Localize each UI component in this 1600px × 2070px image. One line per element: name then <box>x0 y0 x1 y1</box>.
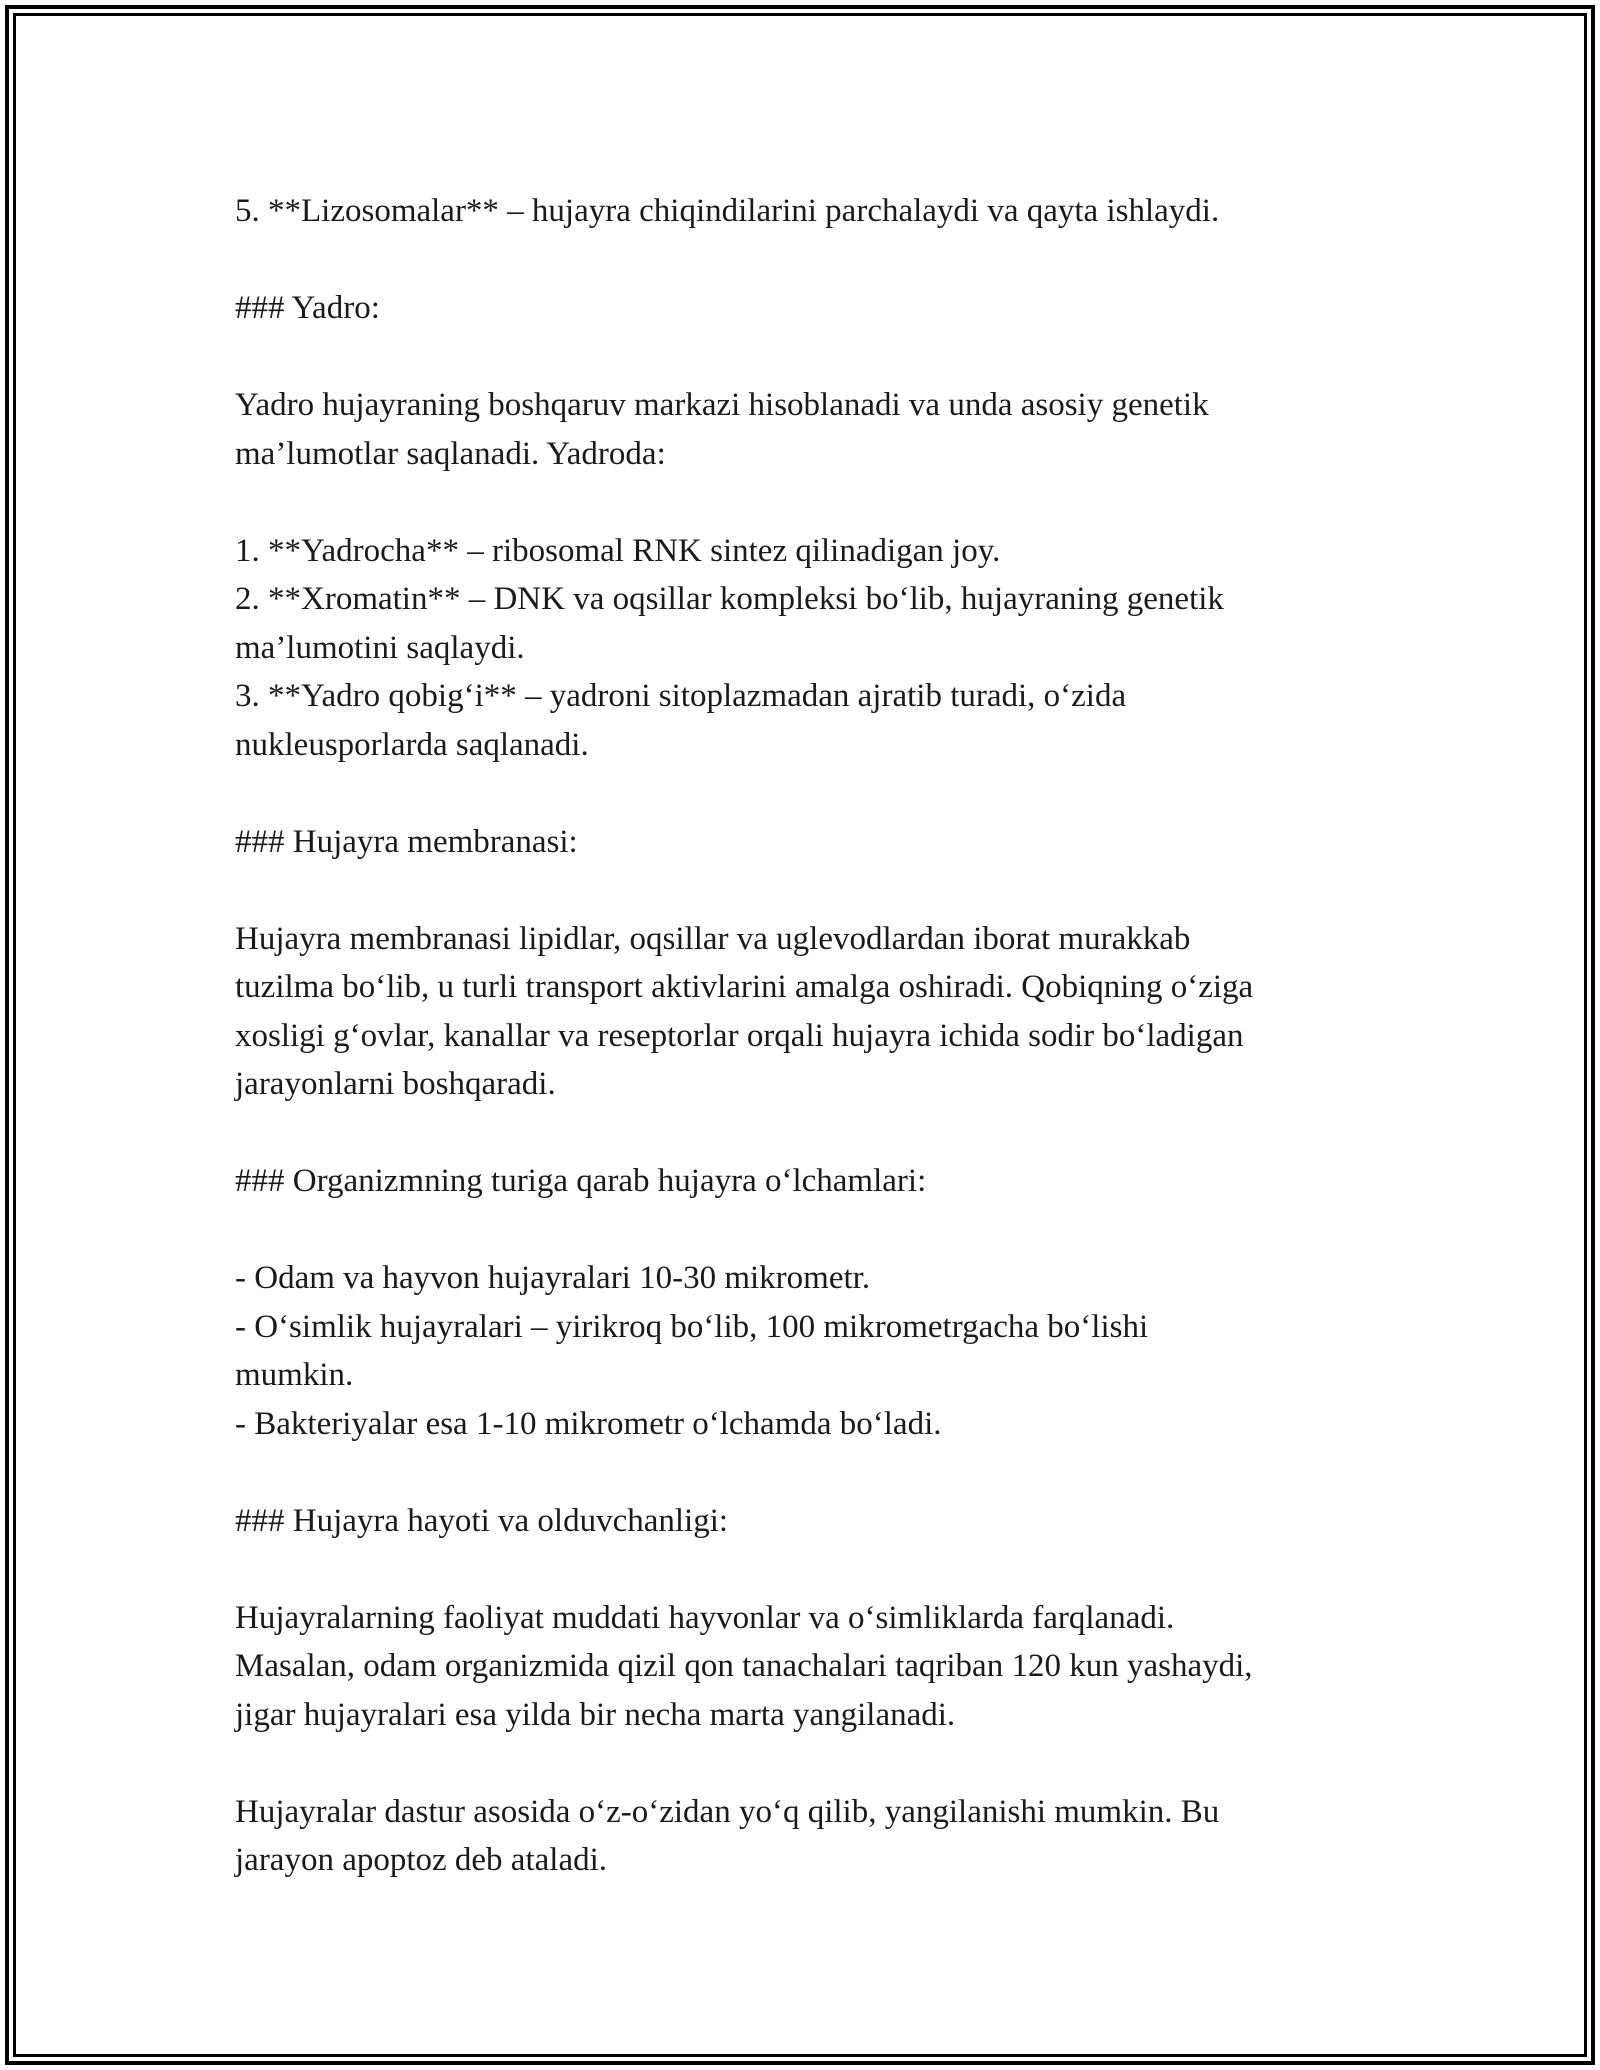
membrane-heading: ### Hujayra membranasi: <box>235 823 578 860</box>
membrane-paragraph: Hujayra membranasi lipidlar, oqsillar va uglevodlardan iborat murakkab tuzilma bo‘lib, u turli transport aktivlarini amalga oshiradi. Qobiqning o‘ziga xosligi g‘ovlar, kanallar va reseptorlar orqali hujayra ichida sodir bo‘ladigan jarayonlarni boshqaradi. <box>235 920 1254 1102</box>
cell-size-list: - Odam va hayvon hujayralari 10-30 mikrometr. - O‘simlik hujayralari – yirikroq bo‘lib, 100 mikrometrgacha bo‘lishi mumkin. - Bakteriyalar esa 1-10 mikrometr o‘lchamda bo‘ladi. <box>235 1260 1149 1442</box>
nucleus-heading: ### Yadro: <box>235 290 380 326</box>
document-body <box>235 187 1385 1885</box>
lysosome-item: 5. **Lizosomalar** – hujayra chiqindilarini parchalaydi va qayta ishlaydi. <box>235 193 1220 229</box>
nucleus-list: 1. **Yadrocha** – ribosomal RNK sintez qilinadigan joy. 2. **Xromatin** – DNK va oqsillar kompleksi bo‘lib, hujayraning genetik ma’lumotini saqlaydi. 3. **Yadro qobig‘i** – yadroni sitoplazmadan ajratib turadi, o‘zida nukleusporlarda saqlanadi. <box>235 532 1224 763</box>
cell-life-paragraph: Hujayralarning faoliyat muddati hayvonlar va o‘simliklarda farqlanadi. Masalan, odam organizmida qizil qon tanachalari taqriban 120 kun yashaydi, jigar hujayralari esa yilda bir necha marta yangilanadi. <box>235 1599 1253 1733</box>
cell-life-heading: ### Hujayra hayoti va olduvchanligi: <box>235 1502 729 1539</box>
cell-size-heading: ### Organizmning turiga qarab hujayra o‘lchamlari: <box>235 1163 927 1199</box>
nucleus-paragraph: Yadro hujayraning boshqaruv markazi hisoblanadi va unda asosiy genetik ma’lumotlar saqlanadi. Yadroda: <box>235 387 1209 472</box>
apoptosis-paragraph: Hujayralar dastur asosida o‘z-o‘zidan yo‘q qilib, yangilanishi mumkin. Bu jarayon apoptoz deb ataladi. <box>235 1793 1220 1878</box>
